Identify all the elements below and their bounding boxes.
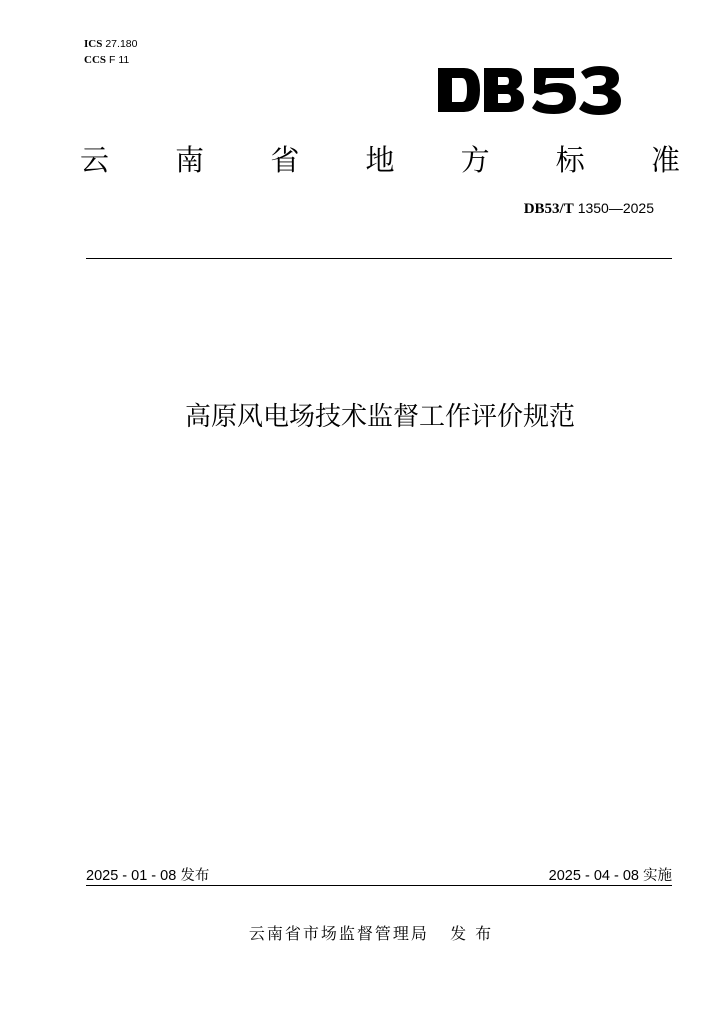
org-title-char: 南 xyxy=(175,142,205,177)
ccs-value: F 11 xyxy=(109,54,130,66)
issuer-name: 云南省市场监督管理局 xyxy=(248,924,429,943)
date-row xyxy=(86,864,672,884)
bottom-divider xyxy=(86,885,672,886)
document-title: 高原风电场技术监督工作评价规范 xyxy=(184,402,575,432)
org-title-char: 地 xyxy=(365,142,395,177)
implement-date xyxy=(549,864,672,885)
ccs-label: CCS xyxy=(84,54,107,66)
standard-number xyxy=(524,200,654,218)
db53-logo xyxy=(436,62,622,118)
org-title-char: 云 xyxy=(80,142,110,177)
release-date xyxy=(86,864,209,885)
ics-value: 27.180 xyxy=(105,38,138,50)
org-title-char: 准 xyxy=(650,142,680,177)
issuer-action: 发 布 xyxy=(450,924,494,943)
org-title xyxy=(80,136,680,180)
issuer xyxy=(0,921,724,944)
ccs-line xyxy=(84,52,137,68)
implement-label: 实施 xyxy=(643,868,672,884)
ics-label: ICS xyxy=(84,38,103,50)
ics-line xyxy=(84,36,137,52)
implement-date-value: 2025 - 04 - 08 xyxy=(548,868,639,884)
org-title-char: 标 xyxy=(555,142,585,177)
top-divider xyxy=(86,258,672,259)
classification-codes xyxy=(84,36,137,68)
release-date-value: 2025 - 01 - 08 xyxy=(86,868,177,884)
standard-num: 1350—2025 xyxy=(577,200,654,216)
org-title-char: 方 xyxy=(460,142,490,177)
org-title-char: 省 xyxy=(270,142,300,177)
standard-prefix: DB53/T xyxy=(523,201,574,217)
release-label: 发布 xyxy=(180,868,210,884)
